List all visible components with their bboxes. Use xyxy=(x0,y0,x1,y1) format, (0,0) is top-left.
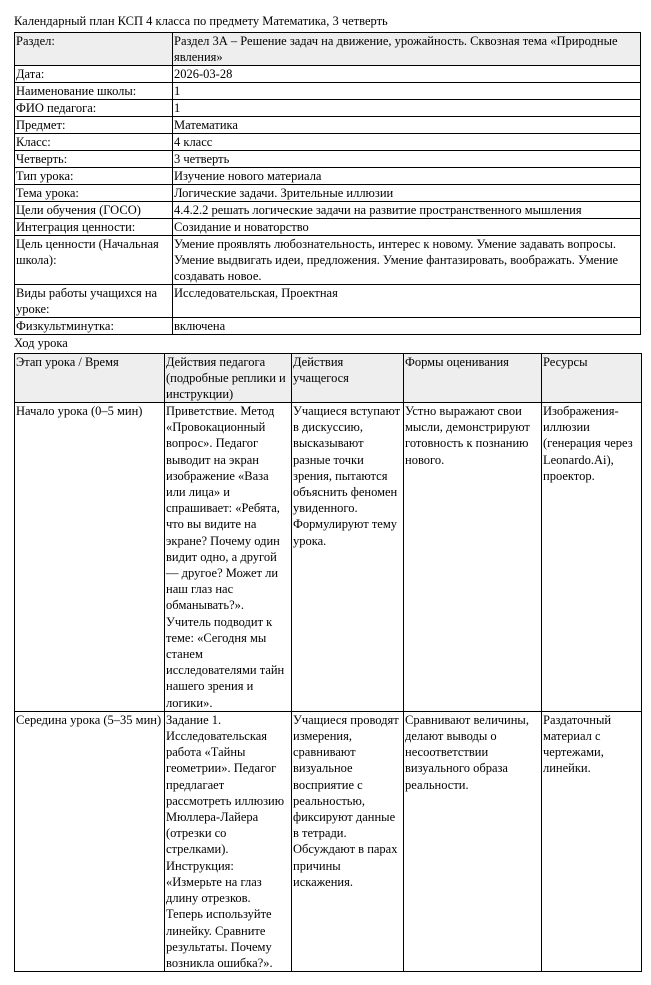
info-row-subject xyxy=(15,117,641,134)
info-value: Созидание и новаторство xyxy=(173,219,641,236)
info-value: 1 xyxy=(173,100,641,117)
lesson-info-table xyxy=(14,32,641,335)
lesson-plan-table xyxy=(14,353,642,972)
info-value: 1 xyxy=(173,83,641,100)
info-label: Четверть: xyxy=(15,151,173,168)
info-row-learning-goals xyxy=(15,202,641,219)
info-label: Раздел: xyxy=(15,33,173,66)
info-label: Дата: xyxy=(15,66,173,83)
info-value: Умение проявлять любознательность, интерес к новому. Умение задавать вопросы. Умение выдвигать идеи, предложения. Умение фантазировать, воображать. Умение создавать новое. xyxy=(173,236,641,285)
info-row-date xyxy=(15,66,641,83)
plan-header-resources: Ресурсы xyxy=(542,354,642,403)
info-row-school xyxy=(15,83,641,100)
info-value: 4.4.2.2 решать логические задачи на развитие пространственного мышления xyxy=(173,202,641,219)
info-label: Тип урока: xyxy=(15,168,173,185)
info-value: включена xyxy=(173,318,641,335)
plan-row-middle xyxy=(15,711,642,971)
info-label: Предмет: xyxy=(15,117,173,134)
info-label: Цель ценности (Начальная школа): xyxy=(15,236,173,285)
plan-cell-student: Учащиеся вступают в дискуссию, высказывают разные точки зрения, пытаются объяснить феномен увиденного. Формулируют тему урока. xyxy=(292,403,404,712)
info-label: Цели обучения (ГОСО) xyxy=(15,202,173,219)
plan-header-teacher: Действия педагога (подробные реплики и инструкции) xyxy=(165,354,292,403)
info-label: Класс: xyxy=(15,134,173,151)
info-label: Интеграция ценности: xyxy=(15,219,173,236)
info-row-quarter xyxy=(15,151,641,168)
info-value: Логические задачи. Зрительные иллюзии xyxy=(173,185,641,202)
info-row-section xyxy=(15,33,641,66)
course-heading: Ход урока xyxy=(14,336,68,350)
document-title: Календарный план КСП 4 класса по предмету Математика, 3 четверть xyxy=(14,14,388,28)
info-row-value-goal xyxy=(15,236,641,285)
info-row-work-types xyxy=(15,285,641,318)
plan-cell-teacher: Приветствие. Метод «Провокационный вопрос». Педагог выводит на экран изображение «Ваза или лица» и спрашивает: «Ребята, что вы видите на экране? Почему один видит одно, а другой — другое? Может ли наш глаз нас обманывать?». Учитель подводит к теме: «Сегодня мы станем исследователями тайн нашего зрения и логики». xyxy=(165,403,292,712)
plan-cell-stage: Середина урока (5–35 мин) xyxy=(15,711,165,971)
info-label: Наименование школы: xyxy=(15,83,173,100)
plan-cell-assessment: Устно выражают свои мысли, демонстрируют готовность к познанию нового. xyxy=(404,403,542,712)
info-value: Математика xyxy=(173,117,641,134)
lesson-plan-page xyxy=(14,12,641,972)
plan-row-beginning xyxy=(15,403,642,712)
info-label: Физкультминутка: xyxy=(15,318,173,335)
info-value: 2026-03-28 xyxy=(173,66,641,83)
info-row-physical-break xyxy=(15,318,641,335)
plan-cell-assessment: Сравнивают величины, делают выводы о несоответствии визуального образа реальности. xyxy=(404,711,542,971)
plan-header-student: Действия учащегося xyxy=(292,354,404,403)
info-value: Раздел 3А – Решение задач на движение, урожайность. Сквозная тема «Природные явления» xyxy=(173,33,641,66)
plan-header-row xyxy=(15,354,642,403)
plan-cell-stage: Начало урока (0–5 мин) xyxy=(15,403,165,712)
plan-cell-resources: Изображения-иллюзии (генерация через Leonardo.Ai), проектор. xyxy=(542,403,642,712)
info-row-teacher xyxy=(15,100,641,117)
info-row-topic xyxy=(15,185,641,202)
info-value: Исследовательская, Проектная xyxy=(173,285,641,318)
info-value: 4 класс xyxy=(173,134,641,151)
info-value: 3 четверть xyxy=(173,151,641,168)
info-label: Тема урока: xyxy=(15,185,173,202)
plan-header-stage: Этап урока / Время xyxy=(15,354,165,403)
info-label: ФИО педагога: xyxy=(15,100,173,117)
info-label: Виды работы учащихся на уроке: xyxy=(15,285,173,318)
plan-header-assessment: Формы оценивания xyxy=(404,354,542,403)
info-row-lesson-type xyxy=(15,168,641,185)
info-row-grade xyxy=(15,134,641,151)
plan-cell-student: Учащиеся проводят измерения, сравнивают визуальное восприятие с реальностью, фиксируют данные в тетради. Обсуждают в парах причины искажения. xyxy=(292,711,404,971)
plan-cell-teacher: Задание 1. Исследовательская работа «Тайны геометрии». Педагог предлагает рассмотреть иллюзию Мюллера-Лайера (отрезки со стрелками). Инструкция: «Измерьте на глаз длину отрезков. Теперь используйте линейку. Сравните результаты. Почему возникла ошибка?». xyxy=(165,711,292,971)
plan-cell-resources: Раздаточный материал с чертежами, линейки. xyxy=(542,711,642,971)
info-value: Изучение нового материала xyxy=(173,168,641,185)
info-row-value-integration xyxy=(15,219,641,236)
